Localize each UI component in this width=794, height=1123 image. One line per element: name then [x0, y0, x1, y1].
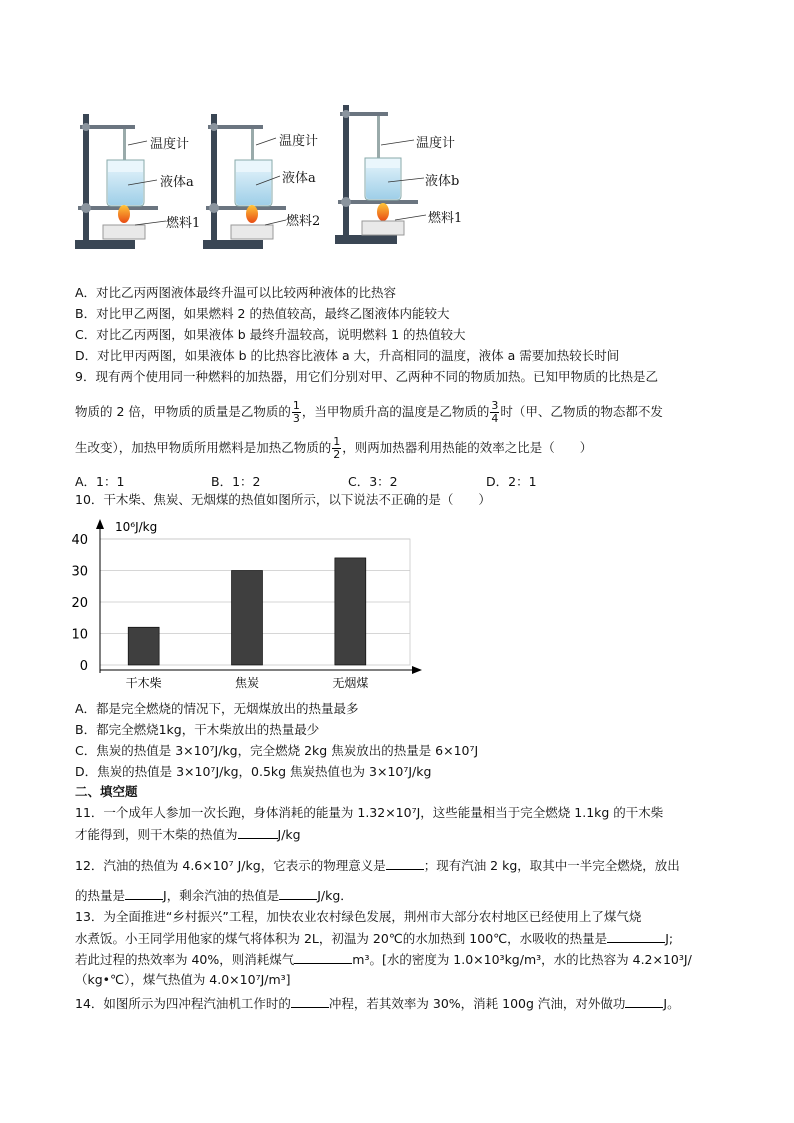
q13-text: J;	[665, 931, 674, 946]
y-tick-label: 40	[71, 533, 88, 548]
q12-text: J，剩余汽油的热值是	[163, 888, 280, 903]
y-axis-label: 10⁶J/kg	[115, 520, 158, 534]
apparatus-drawing	[70, 100, 470, 255]
q12-text: 12．汽油的热值为 4.6×10⁷ J/kg，它表示的物理意义是	[75, 858, 386, 873]
q9-stem-line3	[75, 432, 592, 464]
q10-option-a: A．都是完全燃烧的情况下，无烟煤放出的热量最多	[75, 701, 359, 716]
q12-text: 的热量是	[75, 888, 126, 903]
q13-text: 若此过程的热效率为 40%，则消耗煤气	[75, 952, 295, 967]
q9-option-c: C．3：2	[348, 474, 398, 489]
q12-text: J/kg．	[317, 888, 353, 903]
q13-text: m³。[水的密度为 1.0×10³kg/m³，水的比热容为 4.2×10³J/	[352, 952, 692, 967]
q9-text: 物质的 2 倍，甲物质的质量是乙物质的	[75, 404, 291, 419]
q8-option-c: C．对比乙丙两图，如果液体 b 最终升温较高，说明燃料 1 的热值较大	[75, 327, 466, 342]
apparatus-figure	[70, 100, 470, 255]
q14-text: J。	[663, 996, 680, 1011]
x-category-label: 干木柴	[125, 676, 162, 690]
fraction-numerator: 1	[292, 399, 300, 412]
fraction-numerator: 1	[333, 435, 341, 448]
y-tick-label: 10	[71, 627, 88, 643]
q11-text: 才能得到，则干木柴的热值为	[75, 827, 238, 842]
y-tick-label: 20	[71, 596, 88, 611]
heat-value-chart	[60, 515, 430, 695]
fraction-denominator: 3	[292, 412, 300, 425]
answer-blank[interactable]	[291, 995, 329, 1008]
x-category-label: 焦炭	[234, 676, 260, 690]
q11-unit: J/kg	[277, 827, 301, 842]
y-tick-label: 0	[79, 659, 88, 674]
liquid-label: 液体b	[425, 174, 460, 189]
q11-line1: 11．一个成年人参加一次长跑，身体消耗的能量为 1.32×10⁷J，这些能量相当于完全燃烧 1.1kg 的干木柴	[75, 805, 664, 820]
q13-text: 水煮饭。小王同学用他家的煤气将体积为 2L，初温为 20℃的水加热到 100℃，水吸收的热量是	[75, 931, 608, 946]
q10-option-c: C．焦炭的热值是 3×10⁷J/kg，完全燃烧 2kg 焦炭放出的热量是 6×10⁷J	[75, 743, 479, 758]
fraction	[292, 400, 301, 425]
fraction-numerator: 3	[491, 399, 499, 412]
q14-text: 冲程，若其效率为 30%，消耗 100g 汽油，对外做功	[328, 996, 626, 1011]
y-tick-label: 30	[71, 564, 88, 580]
q12-line1	[75, 857, 680, 874]
q9-stem-line2	[75, 396, 663, 428]
q13-line4: （kg•℃），煤气热值为 4.0×10⁷J/m³]	[75, 972, 291, 987]
q10-option-d: D．焦炭的热值是 3×10⁷J/kg，0.5kg 焦炭热值也为 3×10⁷J/kg	[75, 764, 432, 779]
setup-1	[75, 114, 158, 249]
setup-3	[335, 105, 418, 244]
section-title: 二、填空题	[75, 784, 138, 799]
q9-text: 生改变），加热甲物质所用燃料是加热乙物质的	[75, 440, 332, 455]
q10-option-b: B．都完全燃烧1kg，干木柴放出的热量最少	[75, 722, 320, 737]
q9-text: 时（甲、乙物质的物态都不发	[500, 404, 663, 419]
thermometer-label: 温度计	[150, 137, 190, 152]
bar-1	[128, 627, 159, 665]
q13-line1: 13．为全面推进“乡村振兴”工程，加快农业农村绿色发展，荆州市大部分农村地区已经使用上了煤气烧	[75, 909, 642, 924]
bar-2	[232, 571, 263, 666]
thermometer-label: 温度计	[279, 134, 319, 149]
q12-text: ；现有汽油 2 kg，取其中一半完全燃烧，放出	[423, 858, 680, 873]
answer-blank[interactable]	[625, 995, 663, 1008]
q12-line2	[75, 887, 353, 904]
q8-option-d: D．对比甲丙两图，如果液体 b 的比热容比液体 a 大，升高相同的温度，液体 a 需要加热较长时间	[75, 348, 620, 363]
liquid-label: 液体a	[282, 171, 316, 186]
fuel-label: 燃料1	[428, 211, 463, 226]
q9-stem-line1: 9．现有两个使用同一种燃料的加热器，用它们分别对甲、乙两种不同的物质加热。已知甲物质的比热是乙	[75, 369, 658, 384]
thermometer-label: 温度计	[416, 136, 456, 151]
q9-option-d: D．2：1	[486, 474, 537, 489]
bar-chart	[60, 515, 430, 695]
q13-line2	[75, 930, 673, 947]
fraction-denominator: 4	[491, 412, 499, 425]
q9-option-b: B．1：2	[211, 474, 261, 489]
fuel-label: 燃料2	[286, 214, 321, 229]
q8-option-b: B．对比甲乙两图，如果燃料 2 的热值较高，最终乙图液体内能较大	[75, 306, 450, 321]
q8-option-a: A．对比乙丙两图液体最终升温可以比较两种液体的比热容	[75, 285, 397, 300]
answer-blank[interactable]	[238, 826, 278, 839]
answer-blank[interactable]	[294, 951, 352, 964]
q14-text: 14．如图所示为四冲程汽油机工作时的	[75, 996, 291, 1011]
answer-blank[interactable]	[386, 857, 424, 870]
fraction	[490, 400, 499, 425]
x-category-label: 无烟煤	[332, 676, 369, 690]
bar-3	[335, 558, 366, 665]
y-axis-arrow	[96, 519, 104, 529]
q9-option-a: A．1：1	[75, 474, 125, 489]
q10-stem: 10．干木柴、焦炭、无烟煤的热值如图所示，以下说法不正确的是（ ）	[75, 492, 491, 507]
q9-text: ，则两加热器利用热能的效率之比是（ ）	[342, 440, 593, 455]
answer-blank[interactable]	[279, 887, 317, 900]
fraction-denominator: 2	[333, 448, 341, 461]
q14-line	[75, 995, 680, 1012]
answer-blank[interactable]	[125, 887, 163, 900]
setup-2	[203, 114, 286, 249]
x-axis-arrow	[412, 666, 422, 674]
q9-text: ，当甲物质升高的温度是乙物质的	[301, 404, 490, 419]
fraction	[332, 436, 341, 461]
liquid-label: 液体a	[160, 175, 194, 190]
fuel-label: 燃料1	[166, 216, 201, 231]
q13-line3	[75, 951, 692, 968]
answer-blank[interactable]	[607, 930, 665, 943]
q11-line2	[75, 826, 301, 843]
